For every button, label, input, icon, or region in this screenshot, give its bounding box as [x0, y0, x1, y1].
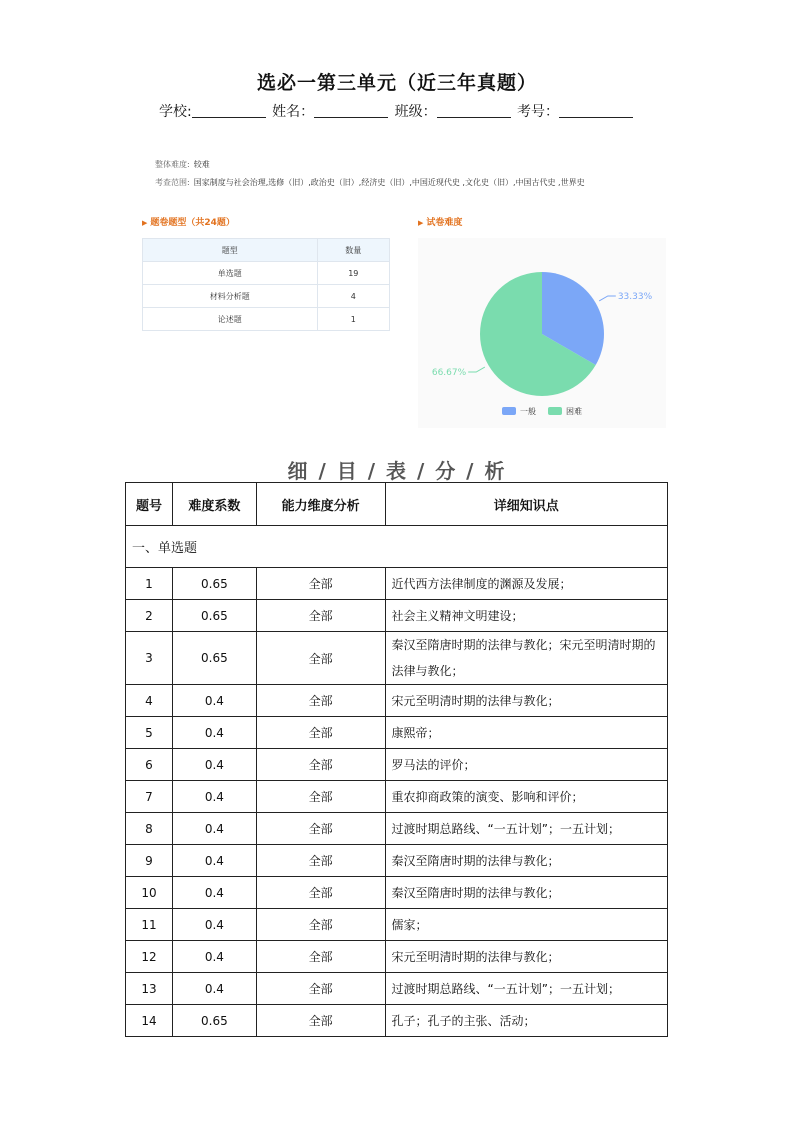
difficulty-value: 较难 [193, 160, 210, 169]
knowledge-cell: 过渡时期总路线、“一五计划”；一五计划； [385, 813, 667, 845]
question-number-cell: 12 [126, 941, 173, 973]
question-number-header: 题号 [126, 483, 173, 526]
scope-value: 国家制度与社会治理,选修（旧）,政治史（旧）,经济史（旧）,中国近现代史 ,文化史（旧）,中国古代史 ,世界史 [193, 178, 585, 187]
table-row [143, 285, 390, 308]
question-number-cell: 13 [126, 973, 173, 1005]
question-number-cell: 5 [126, 717, 173, 749]
question-types-table [142, 238, 390, 331]
difficulty-pie-panel [418, 238, 666, 428]
knowledge-cell: 康熙帝； [385, 717, 667, 749]
question-number-cell: 14 [126, 1005, 173, 1037]
difficulty-label: 整体难度: [155, 160, 190, 169]
pie-data-label: 33.33% [617, 291, 653, 302]
table-row [126, 749, 668, 781]
difficulty-coef-cell: 0.4 [172, 749, 256, 781]
question-number-cell: 4 [126, 685, 173, 717]
ability-cell: 全部 [256, 941, 385, 973]
difficulty-heading [418, 215, 462, 228]
knowledge-cell: 儒家； [385, 909, 667, 941]
table-row [126, 813, 668, 845]
difficulty-coef-cell: 0.4 [172, 781, 256, 813]
difficulty-coef-cell: 0.4 [172, 973, 256, 1005]
page-title: 选必一第三单元（近三年真题） [256, 72, 537, 94]
knowledge-cell: 秦汉至隋唐时期的法律与教化； [385, 877, 667, 909]
scope-label: 考查范围: [155, 178, 190, 187]
exam-number-blank[interactable] [559, 103, 633, 118]
ability-header: 能力维度分析 [256, 483, 385, 526]
ability-cell: 全部 [256, 600, 385, 632]
difficulty-title: 试卷难度 [426, 218, 463, 228]
table-row [126, 845, 668, 877]
exam-scope [155, 177, 585, 188]
table-row [126, 877, 668, 909]
knowledge-cell: 宋元至明清时期的法律与教化； [385, 941, 667, 973]
detail-analysis-title: 细 / 目 / 表 / 分 / 析 [287, 459, 507, 483]
table-row [126, 941, 668, 973]
triangle-icon: ▶ [142, 219, 148, 227]
table-row [126, 973, 668, 1005]
difficulty-coef-cell: 0.4 [172, 909, 256, 941]
knowledge-header: 详细知识点 [385, 483, 667, 526]
table-row [126, 1005, 668, 1037]
difficulty-coef-cell: 0.65 [172, 1005, 256, 1037]
legend-label: 一般 [520, 407, 536, 416]
section-row [126, 526, 668, 568]
class-blank[interactable] [437, 103, 511, 118]
question-number-cell: 2 [126, 600, 173, 632]
school-label: 学校: [158, 104, 192, 120]
knowledge-cell: 近代西方法律制度的渊源及发展； [385, 568, 667, 600]
triangle-icon: ▶ [418, 219, 424, 227]
ability-cell: 全部 [256, 781, 385, 813]
ability-cell: 全部 [256, 685, 385, 717]
ability-cell: 全部 [256, 1005, 385, 1037]
type-header: 题型 [143, 239, 318, 262]
section-label: 一、单选题 [126, 526, 668, 568]
difficulty-coef-cell: 0.4 [172, 941, 256, 973]
question-number-cell: 1 [126, 568, 173, 600]
type-cell: 论述题 [143, 308, 318, 331]
difficulty-pie-chart [418, 238, 666, 428]
ability-cell: 全部 [256, 845, 385, 877]
count-header: 数量 [317, 239, 389, 262]
table-row [143, 262, 390, 285]
table-row [126, 632, 668, 685]
ability-cell: 全部 [256, 973, 385, 1005]
pie-data-label: 66.67% [431, 368, 467, 379]
difficulty-coef-cell: 0.65 [172, 632, 256, 685]
class-label: 班级： [394, 104, 437, 120]
table-row [126, 568, 668, 600]
ability-cell: 全部 [256, 813, 385, 845]
exam-number-label: 考号： [517, 104, 560, 120]
knowledge-cell: 孔子；孔子的主张、活动； [385, 1005, 667, 1037]
difficulty-coef-cell: 0.4 [172, 717, 256, 749]
knowledge-cell: 社会主义精神文明建设； [385, 600, 667, 632]
overall-difficulty [155, 159, 210, 170]
question-number-cell: 8 [126, 813, 173, 845]
pie-label-line [468, 367, 485, 372]
question-number-cell: 11 [126, 909, 173, 941]
question-number-cell: 6 [126, 749, 173, 781]
knowledge-cell: 秦汉至隋唐时期的法律与教化；宋元至明清时期的法律与教化； [385, 632, 667, 685]
count-cell: 19 [317, 262, 389, 285]
question-number-cell: 7 [126, 781, 173, 813]
question-number-cell: 9 [126, 845, 173, 877]
difficulty-coef-cell: 0.65 [172, 568, 256, 600]
ability-cell: 全部 [256, 632, 385, 685]
type-cell: 材料分析题 [143, 285, 318, 308]
detail-header-row [126, 483, 668, 526]
legend-swatch [548, 407, 562, 415]
table-row [143, 308, 390, 331]
table-row [126, 909, 668, 941]
ability-cell: 全部 [256, 877, 385, 909]
question-types-heading [142, 215, 235, 228]
difficulty-coef-cell: 0.4 [172, 685, 256, 717]
difficulty-coef-cell: 0.4 [172, 845, 256, 877]
difficulty-coef-cell: 0.65 [172, 600, 256, 632]
student-info-line [0, 101, 794, 121]
knowledge-cell: 秦汉至隋唐时期的法律与教化； [385, 845, 667, 877]
difficulty-coef-cell: 0.4 [172, 813, 256, 845]
type-cell: 单选题 [143, 262, 318, 285]
school-blank[interactable] [192, 103, 266, 118]
table-row [126, 685, 668, 717]
question-types-title: 题卷题型（共24题） [150, 218, 235, 228]
table-row [126, 600, 668, 632]
name-blank[interactable] [314, 103, 388, 118]
ability-cell: 全部 [256, 717, 385, 749]
count-cell: 1 [317, 308, 389, 331]
difficulty-coef-cell: 0.4 [172, 877, 256, 909]
detail-table [125, 482, 668, 1037]
knowledge-cell: 罗马法的评价； [385, 749, 667, 781]
table-row [126, 717, 668, 749]
ability-cell: 全部 [256, 909, 385, 941]
question-number-cell: 3 [126, 632, 173, 685]
table-header-row [143, 239, 390, 262]
difficulty-coef-header: 难度系数 [172, 483, 256, 526]
name-label: 姓名： [272, 104, 315, 120]
question-number-cell: 10 [126, 877, 173, 909]
count-cell: 4 [317, 285, 389, 308]
knowledge-cell: 过渡时期总路线、“一五计划”；一五计划； [385, 973, 667, 1005]
knowledge-cell: 重农抑商政策的演变、影响和评价； [385, 781, 667, 813]
ability-cell: 全部 [256, 568, 385, 600]
legend-swatch [502, 407, 516, 415]
knowledge-cell: 宋元至明清时期的法律与教化； [385, 685, 667, 717]
pie-label-line [599, 296, 616, 301]
ability-cell: 全部 [256, 749, 385, 781]
table-row [126, 781, 668, 813]
legend-label: 困难 [566, 407, 582, 416]
